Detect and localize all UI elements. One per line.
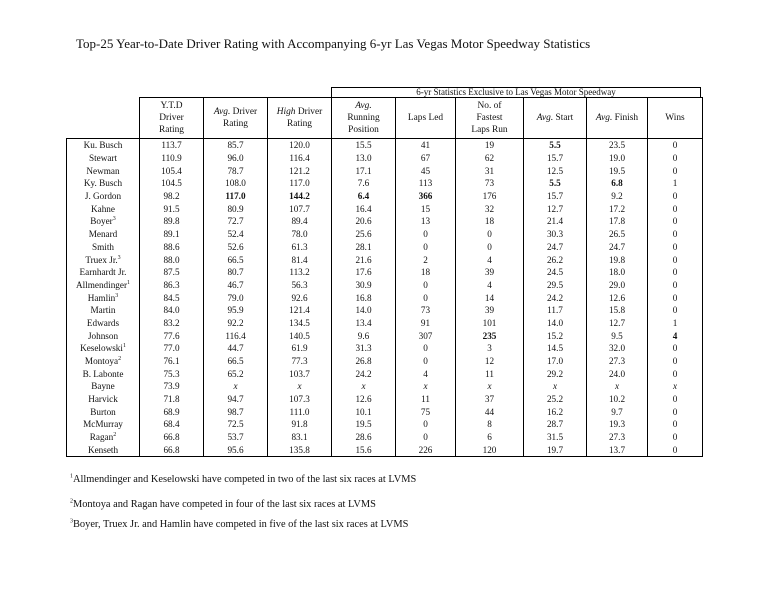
fastest-laps-cell: 18 — [456, 215, 524, 228]
avg-finish-cell: 9.7 — [587, 405, 648, 418]
avg-start-cell: 28.7 — [524, 418, 587, 431]
footnote-3: $^3$Boyer, Truex Jr. and Hamlin have competed in five of the last six races at LVMS — [70, 518, 409, 530]
high-driver-rating-cell: 134.5 — [268, 317, 332, 330]
laps-led-cell: 0 — [396, 228, 456, 241]
table-row — [67, 317, 703, 330]
ytd-rating-cell: 66.8 — [140, 444, 204, 457]
avg-start-cell: 5.5 — [524, 177, 587, 190]
avg-running-position-cell: 30.9 — [332, 279, 396, 292]
wins-cell: 0 — [648, 215, 703, 228]
avg-start-cell: 14.5 — [524, 342, 587, 355]
avg-driver-rating-cell: x — [204, 380, 268, 393]
laps-led-cell: 91 — [396, 317, 456, 330]
table-row — [67, 444, 703, 457]
header-corner — [67, 98, 140, 139]
laps-led-cell: 13 — [396, 215, 456, 228]
laps-led-cell: 366 — [396, 190, 456, 203]
driver-stats-table — [66, 97, 703, 457]
laps-led-cell: 67 — [396, 152, 456, 165]
avg-start-cell: 12.5 — [524, 164, 587, 177]
avg-running-position-cell: 15.6 — [332, 444, 396, 457]
high-driver-rating-cell: 113.2 — [268, 266, 332, 279]
fastest-laps-cell: 11 — [456, 367, 524, 380]
avg-driver-rating-cell: 85.7 — [204, 139, 268, 152]
header-wins: Wins — [648, 98, 703, 139]
avg-finish-cell: x — [587, 380, 648, 393]
table-row — [67, 279, 703, 292]
avg-finish-cell: 15.8 — [587, 304, 648, 317]
fastest-laps-cell: 31 — [456, 164, 524, 177]
table-row — [67, 342, 703, 355]
avg-driver-rating-cell: 96.0 — [204, 152, 268, 165]
fastest-laps-cell: 12 — [456, 355, 524, 368]
avg-start-cell: 29.2 — [524, 367, 587, 380]
avg-finish-cell: 19.3 — [587, 418, 648, 431]
laps-led-cell: 2 — [396, 253, 456, 266]
table-row — [67, 329, 703, 342]
wins-cell: 0 — [648, 202, 703, 215]
avg-finish-cell: 13.7 — [587, 444, 648, 457]
avg-finish-cell: 17.2 — [587, 202, 648, 215]
wins-cell: 0 — [648, 304, 703, 317]
fastest-laps-cell: 4 — [456, 253, 524, 266]
avg-driver-rating-cell: 72.7 — [204, 215, 268, 228]
table-row — [67, 393, 703, 406]
ytd-rating-cell: 68.9 — [140, 405, 204, 418]
laps-led-cell: 0 — [396, 241, 456, 254]
avg-start-cell: 25.2 — [524, 393, 587, 406]
avg-driver-rating-cell: 95.9 — [204, 304, 268, 317]
laps-led-cell: 307 — [396, 329, 456, 342]
driver-name-cell: Allmendinger$^1$ — [67, 279, 140, 292]
wins-cell: 0 — [648, 152, 703, 165]
ytd-rating-cell: 66.8 — [140, 431, 204, 444]
avg-finish-cell: 19.0 — [587, 152, 648, 165]
laps-led-cell: 226 — [396, 444, 456, 457]
ytd-rating-cell: 68.4 — [140, 418, 204, 431]
fastest-laps-cell: 235 — [456, 329, 524, 342]
avg-running-position-cell: 25.6 — [332, 228, 396, 241]
table-row — [67, 266, 703, 279]
avg-driver-rating-cell: 117.0 — [204, 190, 268, 203]
avg-start-cell: 26.2 — [524, 253, 587, 266]
avg-finish-cell: 19.8 — [587, 253, 648, 266]
avg-start-cell: 17.0 — [524, 355, 587, 368]
driver-name-cell: Burton — [67, 405, 140, 418]
driver-name-cell: Kenseth — [67, 444, 140, 457]
high-driver-rating-cell: 117.0 — [268, 177, 332, 190]
driver-name-cell: Hamlin$^3$ — [67, 291, 140, 304]
header-ytd-rating: Y.T.D Driver Rating — [140, 98, 204, 139]
driver-name-cell: Martin — [67, 304, 140, 317]
header-laps-led: Laps Led — [396, 98, 456, 139]
avg-driver-rating-cell: 95.6 — [204, 444, 268, 457]
avg-running-position-cell: 28.1 — [332, 241, 396, 254]
driver-name-cell: Montoya$^2$ — [67, 355, 140, 368]
wins-cell: 0 — [648, 444, 703, 457]
ytd-rating-cell: 75.3 — [140, 367, 204, 380]
avg-running-position-cell: 15.5 — [332, 139, 396, 152]
high-driver-rating-cell: 56.3 — [268, 279, 332, 292]
wins-cell: 0 — [648, 393, 703, 406]
avg-running-position-cell: 9.6 — [332, 329, 396, 342]
table-row — [67, 418, 703, 431]
avg-running-position-cell: 26.8 — [332, 355, 396, 368]
wins-cell: 0 — [648, 139, 703, 152]
avg-finish-cell: 27.3 — [587, 431, 648, 444]
avg-running-position-cell: x — [332, 380, 396, 393]
driver-name-cell: Boyer$^3$ — [67, 215, 140, 228]
ytd-rating-cell: 88.0 — [140, 253, 204, 266]
table-row — [67, 241, 703, 254]
fastest-laps-cell: 101 — [456, 317, 524, 330]
avg-start-cell: 24.5 — [524, 266, 587, 279]
wins-cell: 0 — [648, 405, 703, 418]
ytd-rating-cell: 71.8 — [140, 393, 204, 406]
avg-running-position-cell: 17.1 — [332, 164, 396, 177]
driver-name-cell: B. Labonte — [67, 367, 140, 380]
avg-running-position-cell: 13.4 — [332, 317, 396, 330]
avg-start-cell: 15.2 — [524, 329, 587, 342]
avg-finish-cell: 26.5 — [587, 228, 648, 241]
laps-led-cell: 0 — [396, 342, 456, 355]
avg-finish-cell: 24.0 — [587, 367, 648, 380]
laps-led-cell: 73 — [396, 304, 456, 317]
fastest-laps-cell: 39 — [456, 304, 524, 317]
header-high-driver-rating: High Driver Rating — [268, 98, 332, 139]
table-body — [67, 139, 703, 457]
avg-driver-rating-cell: 72.5 — [204, 418, 268, 431]
avg-start-cell: 12.7 — [524, 202, 587, 215]
high-driver-rating-cell: 91.8 — [268, 418, 332, 431]
laps-led-cell: 18 — [396, 266, 456, 279]
high-driver-rating-cell: 78.0 — [268, 228, 332, 241]
ytd-rating-cell: 89.1 — [140, 228, 204, 241]
laps-led-cell: 75 — [396, 405, 456, 418]
wins-cell: 1 — [648, 317, 703, 330]
high-driver-rating-cell: 116.4 — [268, 152, 332, 165]
avg-start-cell: 14.0 — [524, 317, 587, 330]
laps-led-cell: 0 — [396, 355, 456, 368]
wins-cell: 0 — [648, 253, 703, 266]
table-row — [67, 139, 703, 152]
fastest-laps-cell: 3 — [456, 342, 524, 355]
page-title: Top-25 Year-to-Date Driver Rating with Accompanying 6-yr Las Vegas Motor Speedway Statistics — [76, 36, 591, 51]
driver-name-cell: Harvick — [67, 393, 140, 406]
ytd-rating-cell: 87.5 — [140, 266, 204, 279]
high-driver-rating-cell: 135.8 — [268, 444, 332, 457]
avg-start-cell: 30.3 — [524, 228, 587, 241]
table-row — [67, 177, 703, 190]
laps-led-cell: 0 — [396, 418, 456, 431]
wins-cell: 0 — [648, 355, 703, 368]
avg-finish-cell: 17.8 — [587, 215, 648, 228]
ytd-rating-cell: 83.2 — [140, 317, 204, 330]
table-row — [67, 367, 703, 380]
laps-led-cell: 0 — [396, 431, 456, 444]
avg-driver-rating-cell: 78.7 — [204, 164, 268, 177]
table-row — [67, 202, 703, 215]
table-row — [67, 304, 703, 317]
ytd-rating-cell: 105.4 — [140, 164, 204, 177]
avg-finish-cell: 18.0 — [587, 266, 648, 279]
avg-finish-cell: 27.3 — [587, 355, 648, 368]
avg-running-position-cell: 12.6 — [332, 393, 396, 406]
fastest-laps-cell: 73 — [456, 177, 524, 190]
avg-finish-cell: 6.8 — [587, 177, 648, 190]
avg-driver-rating-cell: 52.6 — [204, 241, 268, 254]
laps-led-cell: 45 — [396, 164, 456, 177]
wins-cell: 0 — [648, 279, 703, 292]
avg-driver-rating-cell: 108.0 — [204, 177, 268, 190]
wins-cell: 0 — [648, 291, 703, 304]
high-driver-rating-cell: 111.0 — [268, 405, 332, 418]
ytd-rating-cell: 84.5 — [140, 291, 204, 304]
table-row — [67, 291, 703, 304]
avg-driver-rating-cell: 80.7 — [204, 266, 268, 279]
driver-name-cell: Keselowski$^1$ — [67, 342, 140, 355]
avg-running-position-cell: 10.1 — [332, 405, 396, 418]
driver-name-cell: Stewart — [67, 152, 140, 165]
avg-running-position-cell: 6.4 — [332, 190, 396, 203]
avg-start-cell: 5.5 — [524, 139, 587, 152]
fastest-laps-cell: 39 — [456, 266, 524, 279]
fastest-laps-cell: 0 — [456, 241, 524, 254]
avg-running-position-cell: 7.6 — [332, 177, 396, 190]
ytd-rating-cell: 73.9 — [140, 380, 204, 393]
avg-running-position-cell: 14.0 — [332, 304, 396, 317]
ytd-rating-cell: 104.5 — [140, 177, 204, 190]
laps-led-cell: 4 — [396, 367, 456, 380]
avg-driver-rating-cell: 92.2 — [204, 317, 268, 330]
avg-driver-rating-cell: 98.7 — [204, 405, 268, 418]
fastest-laps-cell: 120 — [456, 444, 524, 457]
lvms-stats-superheader: 6-yr Statistics Exclusive to Las Vegas Motor Speedway — [331, 87, 701, 98]
high-driver-rating-cell: 121.4 — [268, 304, 332, 317]
fastest-laps-cell: 8 — [456, 418, 524, 431]
driver-name-cell: Newman — [67, 164, 140, 177]
avg-driver-rating-cell: 53.7 — [204, 431, 268, 444]
ytd-rating-cell: 98.2 — [140, 190, 204, 203]
avg-running-position-cell: 19.5 — [332, 418, 396, 431]
wins-cell: 1 — [648, 177, 703, 190]
ytd-rating-cell: 110.9 — [140, 152, 204, 165]
wins-cell: 0 — [648, 367, 703, 380]
driver-name-cell: Earnhardt Jr. — [67, 266, 140, 279]
avg-running-position-cell: 16.8 — [332, 291, 396, 304]
avg-driver-rating-cell: 94.7 — [204, 393, 268, 406]
avg-start-cell: 15.7 — [524, 152, 587, 165]
avg-start-cell: 15.7 — [524, 190, 587, 203]
wins-cell: 0 — [648, 190, 703, 203]
avg-finish-cell: 29.0 — [587, 279, 648, 292]
header-fastest-laps: No. of Fastest Laps Run — [456, 98, 524, 139]
laps-led-cell: 0 — [396, 291, 456, 304]
fastest-laps-cell: 44 — [456, 405, 524, 418]
high-driver-rating-cell: 81.4 — [268, 253, 332, 266]
table-row — [67, 228, 703, 241]
high-driver-rating-cell: 120.0 — [268, 139, 332, 152]
fastest-laps-cell: 6 — [456, 431, 524, 444]
footnote-2: $^2$Montoya and Ragan have competed in four of the last six races at LVMS — [70, 498, 376, 510]
laps-led-cell: 0 — [396, 279, 456, 292]
avg-driver-rating-cell: 116.4 — [204, 329, 268, 342]
high-driver-rating-cell: 92.6 — [268, 291, 332, 304]
ytd-rating-cell: 91.5 — [140, 202, 204, 215]
driver-name-cell: McMurray — [67, 418, 140, 431]
fastest-laps-cell: x — [456, 380, 524, 393]
avg-driver-rating-cell: 52.4 — [204, 228, 268, 241]
avg-finish-cell: 24.7 — [587, 241, 648, 254]
driver-name-cell: Johnson — [67, 329, 140, 342]
avg-driver-rating-cell: 65.2 — [204, 367, 268, 380]
wins-cell: 0 — [648, 241, 703, 254]
fastest-laps-cell: 0 — [456, 228, 524, 241]
high-driver-rating-cell: 103.7 — [268, 367, 332, 380]
avg-finish-cell: 32.0 — [587, 342, 648, 355]
high-driver-rating-cell: 61.3 — [268, 241, 332, 254]
avg-finish-cell: 19.5 — [587, 164, 648, 177]
ytd-rating-cell: 77.0 — [140, 342, 204, 355]
table-row — [67, 190, 703, 203]
wins-cell: 4 — [648, 329, 703, 342]
driver-name-cell: Smith — [67, 241, 140, 254]
high-driver-rating-cell: 107.7 — [268, 202, 332, 215]
laps-led-cell: 41 — [396, 139, 456, 152]
high-driver-rating-cell: 89.4 — [268, 215, 332, 228]
laps-led-cell: x — [396, 380, 456, 393]
avg-running-position-cell: 24.2 — [332, 367, 396, 380]
driver-name-cell: Ku. Busch — [67, 139, 140, 152]
avg-running-position-cell: 13.0 — [332, 152, 396, 165]
driver-name-cell: Edwards — [67, 317, 140, 330]
avg-start-cell: 19.7 — [524, 444, 587, 457]
avg-finish-cell: 10.2 — [587, 393, 648, 406]
table-row — [67, 152, 703, 165]
wins-cell: 0 — [648, 228, 703, 241]
table-row — [67, 164, 703, 177]
ytd-rating-cell: 77.6 — [140, 329, 204, 342]
table-row — [67, 215, 703, 228]
driver-name-cell: Ky. Busch — [67, 177, 140, 190]
avg-start-cell: 24.2 — [524, 291, 587, 304]
high-driver-rating-cell: 61.9 — [268, 342, 332, 355]
avg-driver-rating-cell: 80.9 — [204, 202, 268, 215]
fastest-laps-cell: 37 — [456, 393, 524, 406]
avg-finish-cell: 12.7 — [587, 317, 648, 330]
fastest-laps-cell: 14 — [456, 291, 524, 304]
driver-name-cell: Ragan$^2$ — [67, 431, 140, 444]
high-driver-rating-cell: 144.2 — [268, 190, 332, 203]
avg-running-position-cell: 28.6 — [332, 431, 396, 444]
footnote-1: $^1$Allmendinger and Keselowski have competed in two of the last six races at LVMS — [70, 473, 417, 485]
table-row — [67, 253, 703, 266]
high-driver-rating-cell: 140.5 — [268, 329, 332, 342]
avg-finish-cell: 23.5 — [587, 139, 648, 152]
avg-driver-rating-cell: 44.7 — [204, 342, 268, 355]
avg-driver-rating-cell: 66.5 — [204, 355, 268, 368]
laps-led-cell: 113 — [396, 177, 456, 190]
high-driver-rating-cell: 83.1 — [268, 431, 332, 444]
ytd-rating-cell: 86.3 — [140, 279, 204, 292]
driver-name-cell: Bayne — [67, 380, 140, 393]
fastest-laps-cell: 176 — [456, 190, 524, 203]
laps-led-cell: 11 — [396, 393, 456, 406]
laps-led-cell: 15 — [396, 202, 456, 215]
ytd-rating-cell: 76.1 — [140, 355, 204, 368]
driver-name-cell: Kahne — [67, 202, 140, 215]
wins-cell: 0 — [648, 342, 703, 355]
fastest-laps-cell: 4 — [456, 279, 524, 292]
driver-name-cell: Menard — [67, 228, 140, 241]
table-row — [67, 355, 703, 368]
avg-start-cell: 21.4 — [524, 215, 587, 228]
table-row — [67, 405, 703, 418]
table-row — [67, 431, 703, 444]
header-avg-driver-rating: Avg. Driver Rating — [204, 98, 268, 139]
ytd-rating-cell: 84.0 — [140, 304, 204, 317]
ytd-rating-cell: 88.6 — [140, 241, 204, 254]
driver-name-cell: J. Gordon — [67, 190, 140, 203]
ytd-rating-cell: 89.8 — [140, 215, 204, 228]
avg-start-cell: 31.5 — [524, 431, 587, 444]
table-row — [67, 380, 703, 393]
high-driver-rating-cell: x — [268, 380, 332, 393]
fastest-laps-cell: 32 — [456, 202, 524, 215]
fastest-laps-cell: 19 — [456, 139, 524, 152]
avg-driver-rating-cell: 46.7 — [204, 279, 268, 292]
header-avg-start: Avg. Start — [524, 98, 587, 139]
avg-running-position-cell: 31.3 — [332, 342, 396, 355]
avg-start-cell: 16.2 — [524, 405, 587, 418]
header-avg-running-position: Avg. Running Position — [332, 98, 396, 139]
avg-finish-cell: 9.5 — [587, 329, 648, 342]
high-driver-rating-cell: 121.2 — [268, 164, 332, 177]
avg-running-position-cell: 21.6 — [332, 253, 396, 266]
avg-driver-rating-cell: 79.0 — [204, 291, 268, 304]
avg-finish-cell: 12.6 — [587, 291, 648, 304]
avg-finish-cell: 9.2 — [587, 190, 648, 203]
avg-running-position-cell: 16.4 — [332, 202, 396, 215]
avg-running-position-cell: 17.6 — [332, 266, 396, 279]
wins-cell: 0 — [648, 266, 703, 279]
avg-driver-rating-cell: 66.5 — [204, 253, 268, 266]
wins-cell: x — [648, 380, 703, 393]
header-avg-finish: Avg. Finish — [587, 98, 648, 139]
avg-start-cell: 29.5 — [524, 279, 587, 292]
avg-start-cell: x — [524, 380, 587, 393]
driver-name-cell: Truex Jr.$^3$ — [67, 253, 140, 266]
wins-cell: 0 — [648, 431, 703, 444]
ytd-rating-cell: 113.7 — [140, 139, 204, 152]
avg-start-cell: 11.7 — [524, 304, 587, 317]
wins-cell: 0 — [648, 418, 703, 431]
header-row — [67, 98, 703, 139]
high-driver-rating-cell: 77.3 — [268, 355, 332, 368]
avg-start-cell: 24.7 — [524, 241, 587, 254]
wins-cell: 0 — [648, 164, 703, 177]
fastest-laps-cell: 62 — [456, 152, 524, 165]
avg-running-position-cell: 20.6 — [332, 215, 396, 228]
high-driver-rating-cell: 107.3 — [268, 393, 332, 406]
